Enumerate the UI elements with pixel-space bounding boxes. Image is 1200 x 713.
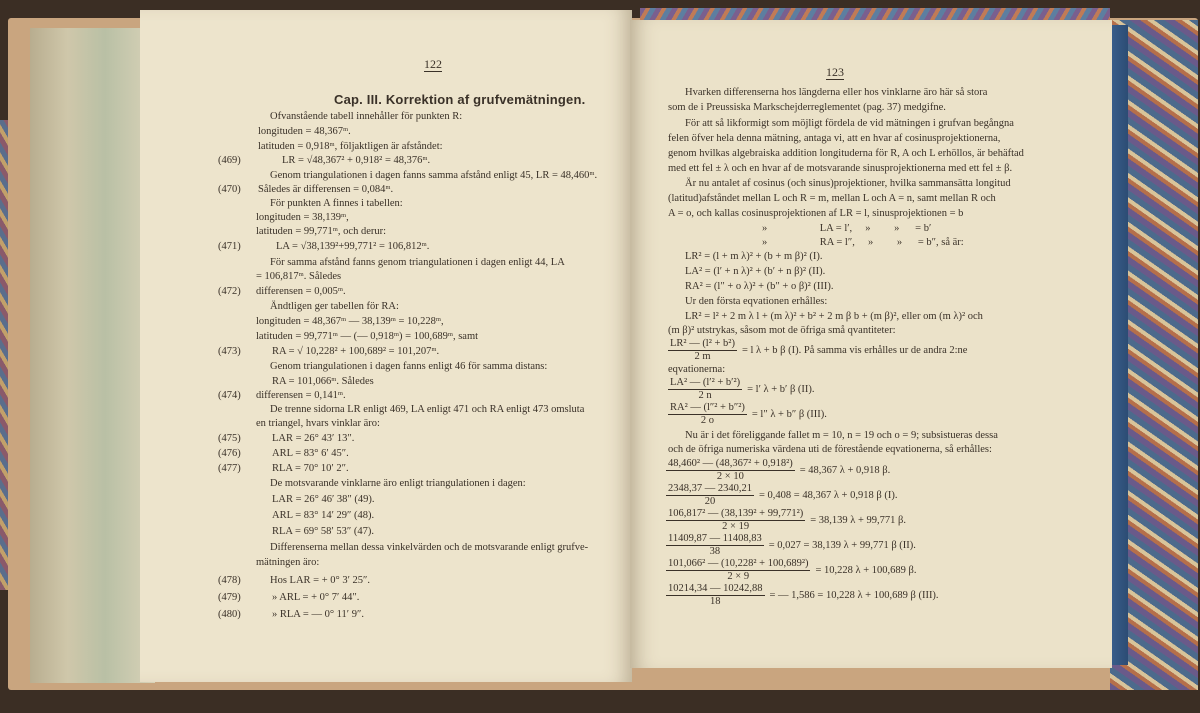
fraction <box>668 377 742 402</box>
equation-number: (475) <box>218 433 241 444</box>
text-line: eqvationerna: <box>668 364 726 375</box>
fraction-equation <box>666 508 906 533</box>
fraction <box>666 508 805 533</box>
text-line: För samma afstånd fanns genom triangulationen i dagen enligt 44, LA <box>270 257 565 268</box>
equation: LAR = 26° 46′ 38″ (49). <box>272 494 375 505</box>
text-line: Är nu antalet af cosinus (och sinus)projektioner, hvilka sammansätta longitud <box>685 178 1011 189</box>
fraction-equation <box>666 483 897 508</box>
page-number: 123 <box>826 65 844 79</box>
equation-number: (476) <box>218 448 241 459</box>
text-line: genom hvilkas algebraiska addition longituderna för R, A och L erhöllos, är behäftad <box>668 148 1024 159</box>
equation: » RLA = — 0° 11′ 9″. <box>272 609 364 620</box>
equation-rhs: = — 1,586 = 10,228 λ + 100,689 β (III). <box>769 590 939 601</box>
fraction <box>666 558 810 583</box>
fraction <box>668 402 747 427</box>
equation-number: (478) <box>218 575 241 586</box>
fraction <box>666 533 764 558</box>
equation: ARL = 83° 6′ 45″. <box>272 448 349 459</box>
text-line: Således är differensen = 0,084ᵐ. <box>258 184 394 195</box>
fraction <box>666 583 765 608</box>
equation: LA² = (l′ + n λ)² + (b′ + n β)² (II). <box>685 266 826 277</box>
text-line: mätningen äro: <box>256 557 320 568</box>
text-line: För punkten A finnes i tabellen: <box>270 198 403 209</box>
equation: ARL = 83° 14′ 29″ (48). <box>272 510 375 521</box>
fraction-equation <box>666 583 939 608</box>
equation: LR² = l² + 2 m λ l + (m λ)² + b² + 2 m β b + (m β)², eller om (m λ)² och <box>685 311 983 322</box>
text-line: » LA = l′, » » = b′ <box>762 223 932 234</box>
text-line: differensen = 0,005ᵐ. <box>256 286 346 297</box>
text-line: latituden = 99,771ᵐ — (— 0,918ᵐ) = 100,689ᵐ, samt <box>256 331 479 342</box>
text-line: longituden = 38,139ᵐ, <box>256 212 349 223</box>
fraction-denominator: 38 <box>709 546 721 557</box>
equation-rhs: = 48,367 λ + 0,918 β. <box>799 465 891 476</box>
equation-rhs: = l′ λ + b′ β (II). <box>747 384 815 395</box>
equation-number: (471) <box>218 241 241 252</box>
fraction-denominator: 2 × 10 <box>716 471 744 482</box>
equation-number: (470) <box>218 184 241 195</box>
equation: LAR = 26° 43′ 13″. <box>272 433 355 444</box>
fraction-equation <box>668 402 827 427</box>
equation-rhs: = 38,139 λ + 99,771 β. <box>810 515 907 526</box>
equation-rhs: = l″ λ + b″ β (III). <box>751 409 827 420</box>
equation: LA = √38,139²+99,771² = 106,812ᵐ. <box>276 241 430 252</box>
text-line: För att så likformigt som möjligt fördela de vid mätningen i grufvan begångna <box>685 118 1014 129</box>
text-line: De trenne sidorna LR enligt 469, LA enligt 471 och RA enligt 473 omsluta <box>270 404 585 415</box>
fraction-denominator: 2 × 9 <box>727 571 750 582</box>
text-line: Genom triangulationen i dagen fanns samma afstånd enligt 45, LR = 48,460ᵐ. <box>270 170 598 181</box>
text-line: Ur den första eqvationen erhålles: <box>685 296 828 307</box>
equation: RLA = 69° 58′ 53″ (47). <box>272 526 374 537</box>
fraction-equation <box>668 338 967 363</box>
fraction-numerator: 48,460² — (48,367² + 0,918²) <box>668 458 793 469</box>
fraction-numerator: RA² — (l″² + b″²) <box>670 402 745 413</box>
chapter-title: Cap. III. Korrektion af grufvemätningen. <box>334 92 586 107</box>
text-line: en triangel, hvars vinklar äro: <box>256 418 380 429</box>
page-number: 122 <box>424 57 442 71</box>
text-line: Nu är i det föreliggande fallet m = 10, n = 19 och o = 9; subsistueras dessa <box>685 430 998 441</box>
fraction-denominator: 2 m <box>694 351 711 362</box>
text-line: och de öfriga numeriska värdena uti de förestående eqvationerna, så erhålles: <box>668 444 992 455</box>
equation: » ARL = + 0° 7′ 44″. <box>272 592 360 603</box>
equation-number: (469) <box>218 155 241 166</box>
equation: LR = √48,367² + 0,918² = 48,376ᵐ. <box>282 155 431 166</box>
text-line: = 106,817ᵐ. Således <box>256 271 342 282</box>
equation-number: (472) <box>218 286 241 297</box>
equation: RA² = (l″ + o λ)² + (b″ + o β)² (III). <box>685 281 834 292</box>
text-line: differensen = 0,141ᵐ. <box>256 390 346 401</box>
equation-number: (473) <box>218 346 241 357</box>
text-line: (latitud)afståndet mellan L och R = m, mellan L och A = n, samt mellan R och <box>668 193 996 204</box>
text-line: » RA = l″, » » = b″, så är: <box>762 237 964 248</box>
text-line: Ofvanstående tabell innehåller för punkten R: <box>270 111 463 122</box>
fraction-numerator: 2348,37 — 2340,21 <box>668 483 752 494</box>
text-line: De motsvarande vinklarne äro enligt triangulationen i dagen: <box>270 478 526 489</box>
text-line: Differenserna mellan dessa vinkelvärden och de motsvarande enligt grufve- <box>270 542 589 553</box>
page-edge-blue <box>1110 25 1128 665</box>
fraction-numerator: 101,066² — (10,228² + 100,689²) <box>668 558 809 569</box>
equation-number: (479) <box>218 592 241 603</box>
equation: RA = √ 10,228² + 100,689² = 101,207ᵐ. <box>272 346 440 357</box>
text-line: felen öfver hela denna mätning, antaga vi, att en hvar af cosinusprojektionerna, <box>668 133 1001 144</box>
fraction-denominator: 2 n <box>698 390 712 401</box>
equation-number: (477) <box>218 463 241 474</box>
fraction-equation <box>666 458 890 483</box>
equation-number: (480) <box>218 609 241 620</box>
fraction-denominator: 2 o <box>700 415 714 426</box>
fraction-equation <box>666 533 916 558</box>
fraction-numerator: LA² — (l′² + b′²) <box>670 377 741 388</box>
fraction-numerator: 11409,87 — 11408,83 <box>668 533 762 544</box>
equation: LR² = (l + m λ)² + (b + m β)² (I). <box>685 251 823 262</box>
text-line: latituden = 0,918ᵐ, följaktligen är afståndet: <box>258 141 443 152</box>
text-line: longituden = 48,367ᵐ — 38,139ᵐ = 10,228ᵐ, <box>256 316 444 327</box>
fraction <box>668 338 737 363</box>
equation-rhs: = 10,228 λ + 100,689 β. <box>815 565 917 576</box>
text-line: Genom triangulationen i dagen fanns enligt 46 för samma distans: <box>270 361 548 372</box>
text-line: A = o, och kallas cosinusprojektionen af LR = l, sinusprojektionen = b <box>668 208 964 219</box>
equation: Hos LAR = + 0° 3′ 25″. <box>270 575 371 586</box>
fraction-equation <box>666 558 917 583</box>
fraction-denominator: 2 × 19 <box>722 521 750 532</box>
text-line: longituden = 48,367ᵐ. <box>258 126 351 137</box>
text-line: Ändtligen ger tabellen för RA: <box>270 301 399 312</box>
text-line: som de i Preussiska Markschejderreglementet (pag. 37) medgifne. <box>668 102 946 113</box>
equation-number: (474) <box>218 390 241 401</box>
fraction-equation <box>668 377 815 402</box>
fraction-denominator: 20 <box>704 496 716 507</box>
text-line: Hvarken differenserna hos längderna eller hos vinklarne äro här så stora <box>685 87 988 98</box>
equation-rhs: = 0,027 = 38,139 λ + 99,771 β (II). <box>768 540 916 551</box>
fraction-numerator: 10214,34 — 10242,88 <box>668 583 763 594</box>
text-line: (m β)² utstrykas, såsom mot de öfriga små qvantiteter: <box>668 325 896 336</box>
fraction-denominator: 18 <box>710 596 721 607</box>
fraction-numerator: LR² — (l² + b²) <box>670 338 735 349</box>
equation: RLA = 70° 10′ 2″. <box>272 463 349 474</box>
equation-rhs: = 0,408 = 48,367 λ + 0,918 β (I). <box>759 490 898 501</box>
text-line: latituden = 99,771ᵐ, och derur: <box>256 226 387 237</box>
text-line: med ett fel ± λ och en hvar af de motsvarande sinusprojektionerna med ett fel ± β. <box>668 163 1013 174</box>
fraction-numerator: 106,817² — (38,139² + 99,771²) <box>668 508 804 519</box>
fraction <box>666 458 795 483</box>
page-stack <box>30 28 155 683</box>
fraction <box>666 483 754 508</box>
equation-rhs: = l λ + b β (I). På samma vis erhålles ur de andra 2:ne <box>741 345 968 356</box>
text-line: RA = 101,066ᵐ. Således <box>272 376 374 387</box>
